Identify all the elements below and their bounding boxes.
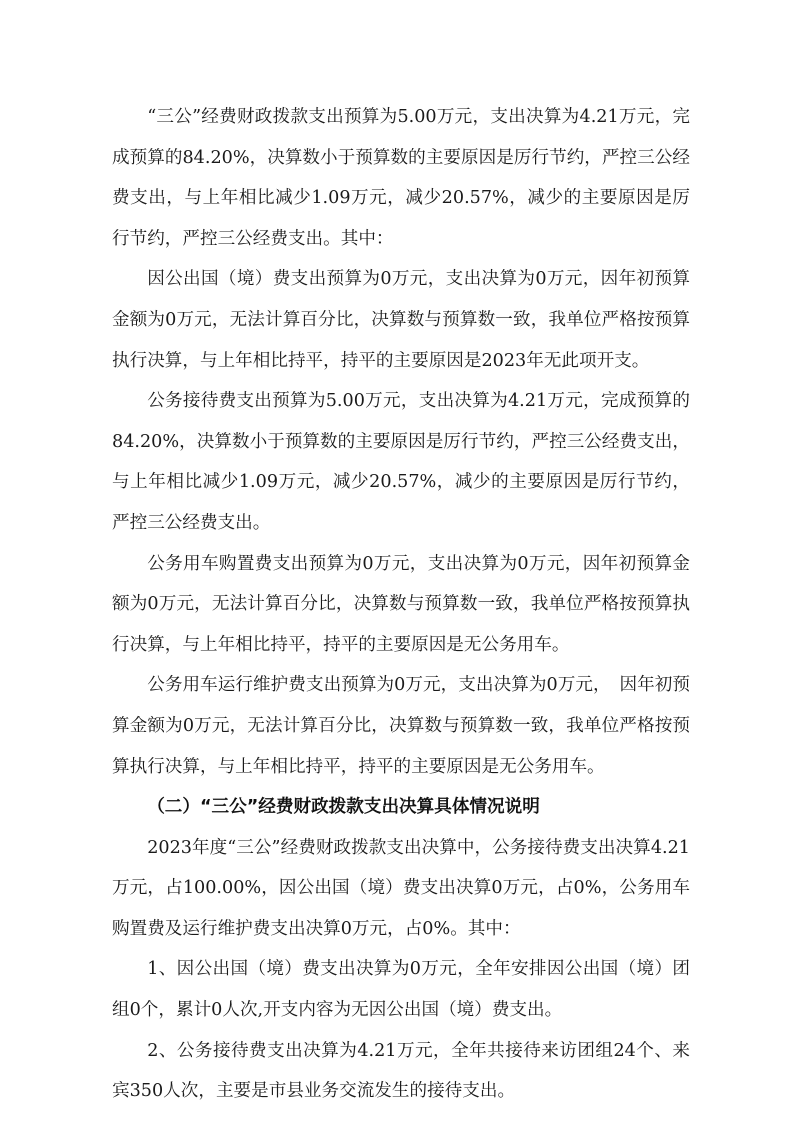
paragraph-item-2-reception: 2、公务接待费支出决算为4.21万元，全年共接待来访团组24个、来宾350人次，主要是市县业务交流发生的接待支出。 (112, 1040, 690, 1102)
section-heading: （二）“三公”经费财政拨款支出决算具体情况说明 (147, 797, 540, 818)
paragraph-vehicle-maintenance: 公务用车运行维护费支出预算为0万元，支出决算为0万元， 因年初预算金额为0万元，无法计算百分比，决算数与预算数一致，我单位严格按预算执行决算，与上年相比持平，持平的主要原因是无公务用车。 (112, 675, 690, 777)
paragraph-overseas-travel: 因公出国（境）费支出预算为0万元，支出决算为0万元，因年初预算金额为0万元，无法计算百分比，决算数与预算数一致，我单位严格按预算执行决算，与上年相比持平，持平的主要原因是2023年无此项开支。 (112, 269, 690, 371)
paragraph-sangong-overview: “三公”经费财政拨款支出预算为5.00万元，支出决算为4.21万元，完成预算的84.20%，决算数小于预算数的主要原因是厉行节约，严控三公经费支出，与上年相比减少1.09万元，减少20.57%，减少的主要原因是厉行节约，严控三公经费支出。其中： (112, 107, 690, 249)
document-body (112, 97, 690, 1112)
paragraph-official-reception: 公务接待费支出预算为5.00万元，支出决算为4.21万元，完成预算的84.20%，决算数小于预算数的主要原因是厉行节约，严控三公经费支出，与上年相比减少1.09万元，减少20.57%，减少的主要原因是厉行节约，严控三公经费支出。 (112, 391, 690, 533)
paragraph-vehicle-purchase: 公务用车购置费支出预算为0万元，支出决算为0万元，因年初预算金额为0万元，无法计算百分比，决算数与预算数一致，我单位严格按预算执行决算，与上年相比持平，持平的主要原因是无公务用车。 (112, 553, 690, 655)
paragraph-2023-summary: 2023年度“三公”经费财政拨款支出决算中，公务接待费支出决算4.21万元，占100.00%，因公出国（境）费支出决算0万元，占0%，公务用车购置费及运行维护费支出决算0万元，占0%。其中： (112, 837, 690, 939)
paragraph-item-1-overseas: 1、因公出国（境）费支出决算为0万元，全年安排因公出国（境）团组0个，累计0人次,开支内容为无因公出国（境）费支出。 (112, 959, 690, 1021)
